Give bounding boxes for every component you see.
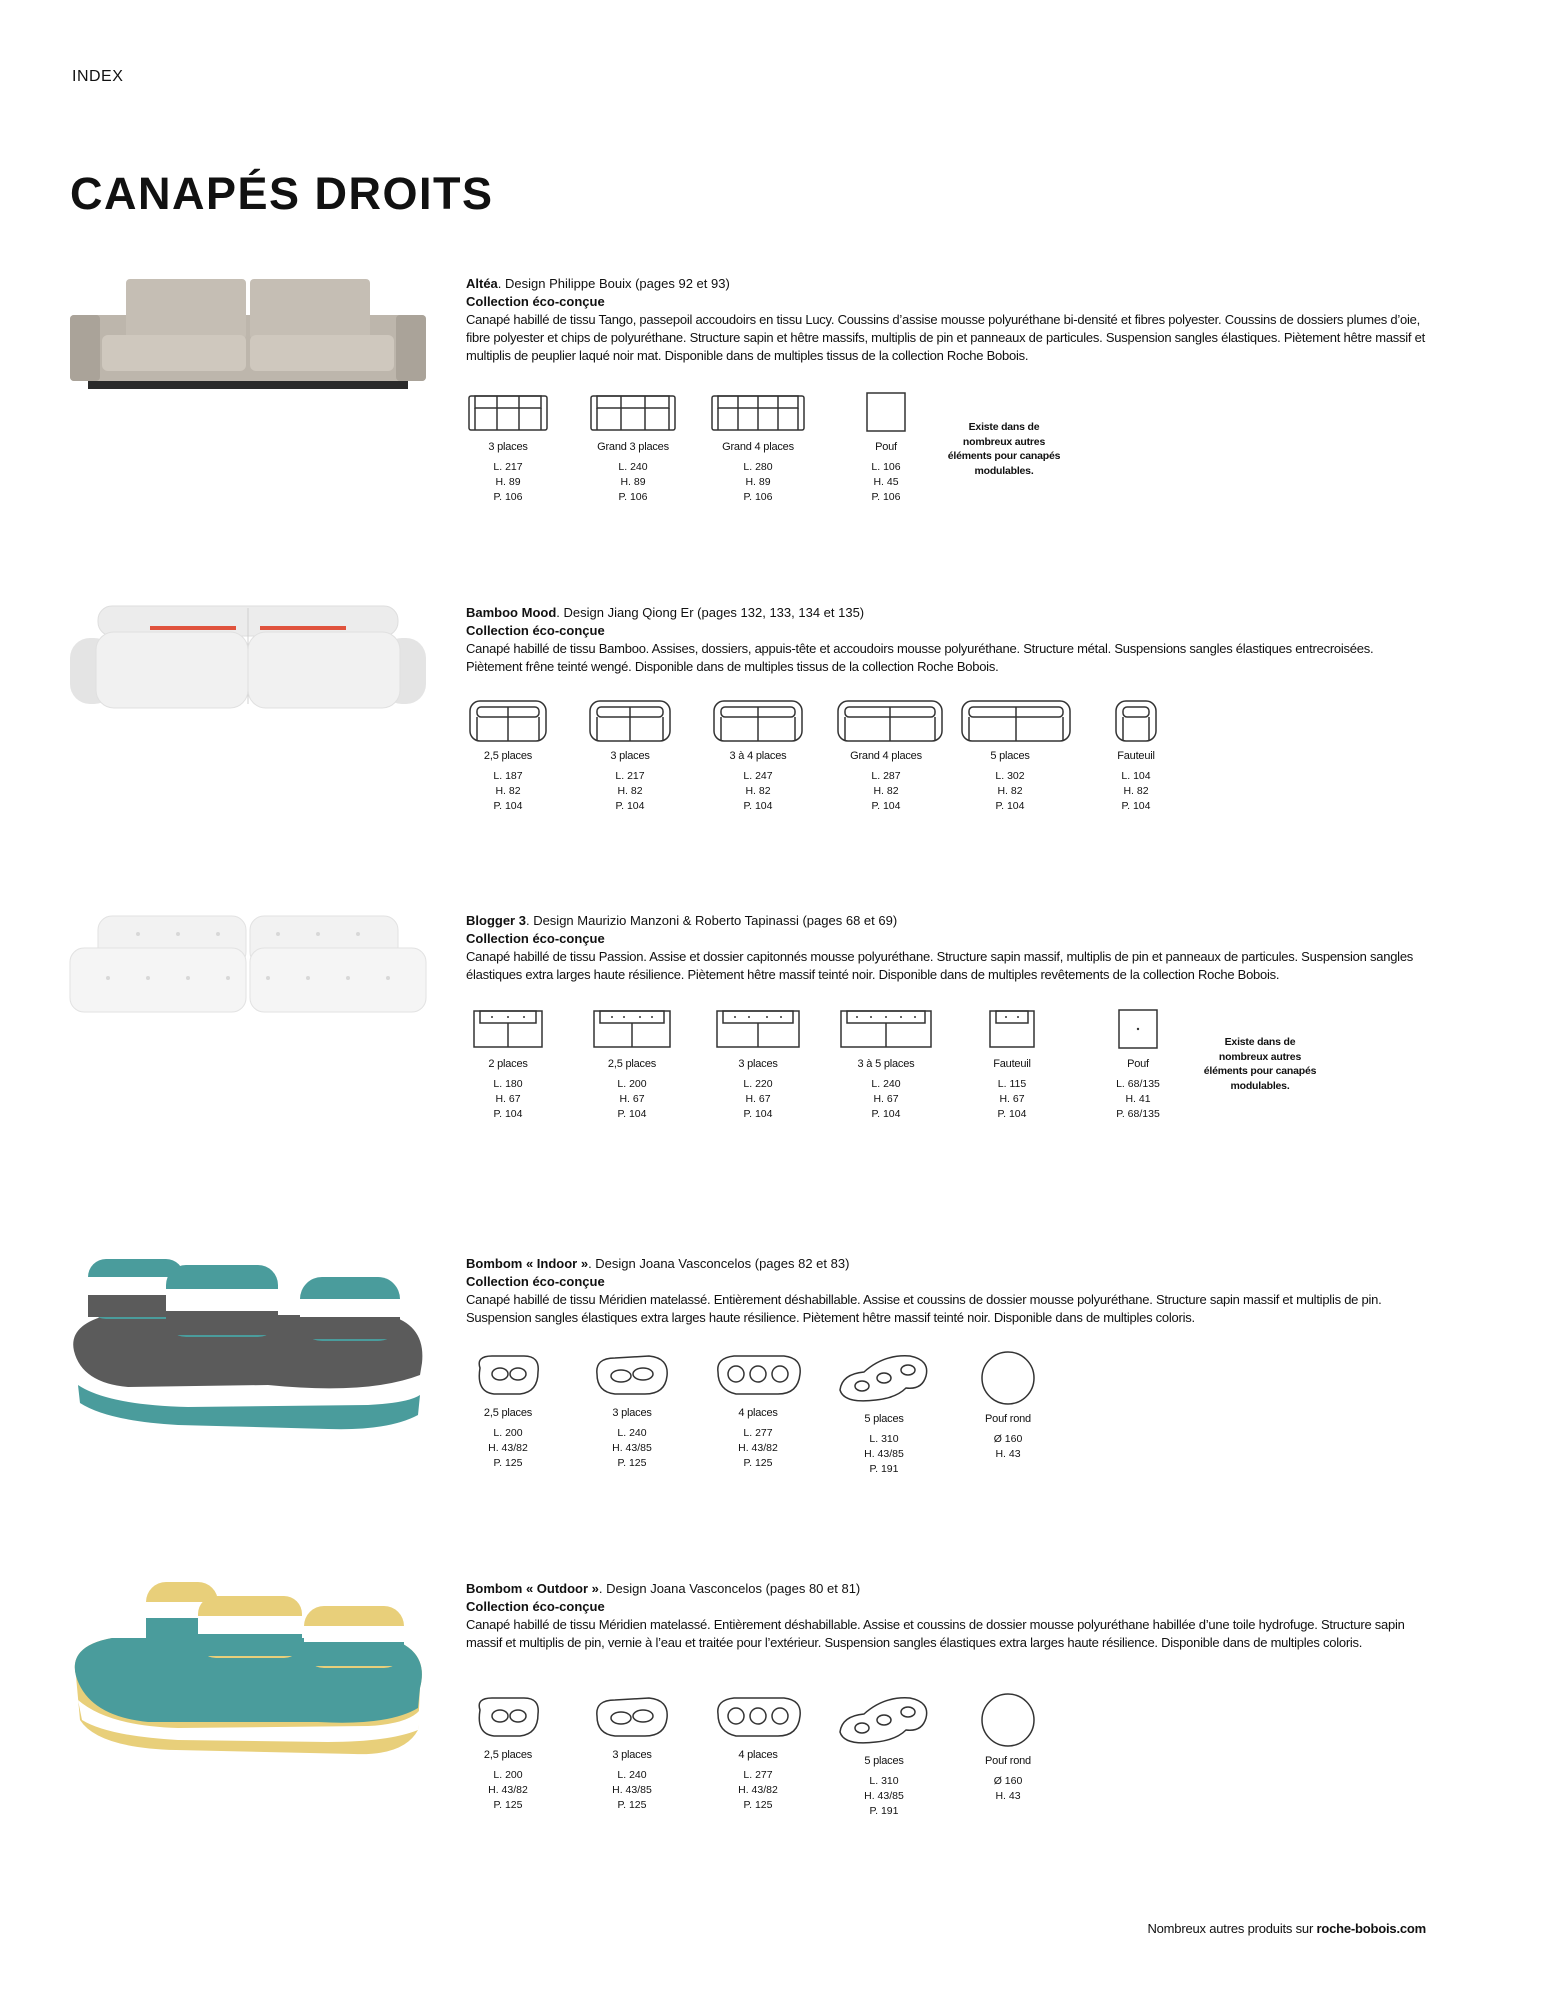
product-description: Canapé habillé de tissu Méridien matelassé. Entièrement déshabillable. Assise et coussins de dossier mousse polyuréthane. Structure sapin massif et multiplis de pin. Suspension sangles élastiques extra larges haute résilience. Piètement hêtre massif teinté noir. Disponible dans de multiples coloris. — [466, 1292, 1382, 1325]
variant-item: 4 places L. 277 H. 43/82 P. 125 — [708, 1692, 808, 1813]
sofa-2-5-places-icon — [468, 699, 548, 743]
sofa-2-5-places-icon — [472, 1350, 544, 1400]
variant-item: 4 places L. 277 H. 43/82 P. 125 — [708, 1350, 808, 1471]
product-photo-bombom-indoor — [68, 1255, 428, 1435]
page-title: CANAPÉS DROITS — [70, 168, 494, 219]
sofa-5-places-icon — [836, 1692, 932, 1748]
sofa-3-4-places-icon — [712, 699, 804, 743]
sofa-3-places-icon — [591, 1692, 673, 1742]
variant-item: 3 places L. 217 H. 82 P. 104 — [580, 699, 680, 814]
product-designer: . Design Philippe Bouix (pages 92 et 93) — [497, 276, 730, 291]
armchair-icon — [1114, 699, 1158, 743]
product-designer: . Design Joana Vasconcelos (pages 80 et 81) — [598, 1581, 861, 1596]
pouf-rond-icon — [978, 1692, 1038, 1748]
sofa-grand-3-places-icon — [589, 390, 677, 434]
sofa-4-places-icon — [712, 1350, 804, 1400]
armchair-icon — [988, 1007, 1036, 1051]
sofa-3-5-places-icon — [839, 1007, 933, 1051]
variant-item: Grand 4 places L. 280 H. 89 P. 106 — [708, 390, 808, 505]
footer-text: Nombreux autres produits sur — [1147, 1921, 1317, 1936]
sofa-2-5-places-icon — [592, 1007, 672, 1051]
modular-note: Existe dans de nombreux autres éléments pour canapés modulables. — [947, 421, 1061, 477]
product-description: Canapé habillé de tissu Méridien matelassé. Entièrement déshabillable. Assise et coussins de dossier mousse polyuréthane habillée d’une toile hydrofuge. Structure sapin massif et multiplis de pin, vernie à l’eau et traitée pour l’extérieur. Suspension sangles élastiques extra larges haute résilience. Disponible dans de multiples coloris. — [466, 1617, 1405, 1650]
variant-item: 2,5 places L. 200 H. 43/82 P. 125 — [458, 1350, 558, 1471]
modular-note: Existe dans de nombreux autres éléments pour canapés modulables. — [1203, 1036, 1317, 1092]
product-name: Blogger 3 — [466, 913, 526, 928]
sofa-3-places-icon — [715, 1007, 801, 1051]
variant-item: Grand 4 places L. 287 H. 82 P. 104 — [836, 699, 936, 814]
pouf-icon — [864, 390, 908, 434]
footer — [1147, 1921, 1426, 1936]
product-designer: . Design Jiang Qiong Er (pages 132, 133, 134 et 135) — [556, 605, 865, 620]
sofa-5-places-icon — [960, 699, 1072, 743]
variant-item: Pouf rond Ø 160 H. 43 — [958, 1692, 1058, 1819]
index-label: INDEX — [72, 68, 124, 85]
sofa-5-places-icon — [836, 1350, 932, 1406]
eco-label: Collection éco-conçue — [466, 1274, 605, 1289]
product-photo-blogger-3 — [68, 912, 428, 1022]
variant-item: Pouf L. 106 H. 45 P. 106 — [836, 390, 936, 505]
variant-item: 3 à 5 places L. 240 H. 67 P. 104 — [836, 1007, 936, 1122]
eco-label: Collection éco-conçue — [466, 931, 605, 946]
variant-item: 2,5 places L. 187 H. 82 P. 104 — [458, 699, 558, 814]
product-name: Bamboo Mood — [466, 605, 557, 620]
variant-item: Pouf L. 68/135 H. 41 P. 68/135 — [1088, 1007, 1188, 1122]
eco-label: Collection éco-conçue — [466, 1599, 605, 1614]
pouf-rond-icon — [978, 1350, 1038, 1406]
sofa-2-places-icon — [472, 1007, 544, 1051]
product-designer: . Design Joana Vasconcelos (pages 82 et 83) — [588, 1256, 850, 1271]
product-photo-bombom-outdoor — [68, 1580, 428, 1760]
product-description: Canapé habillé de tissu Bamboo. Assises, dossiers, appuis-tête et accoudoirs mousse polyuréthane. Structure métal. Suspensions sangles élastiques entrecroisées. Piètement frêne teinté wengé. Disponible dans de multiples tissus de la collection Roche Bobois. — [466, 641, 1374, 674]
variant-item: Grand 3 places L. 240 H. 89 P. 106 — [583, 390, 683, 505]
sofa-3-places-icon — [588, 699, 672, 743]
variant-item: Pouf rond Ø 160 H. 43 — [958, 1350, 1058, 1477]
website-link[interactable]: roche-bobois.com — [1316, 1921, 1426, 1936]
variant-item: Fauteuil L. 104 H. 82 P. 104 — [1086, 699, 1186, 814]
variant-item: 5 places L. 302 H. 82 P. 104 — [960, 699, 1060, 814]
variant-item: 5 places L. 310 H. 43/85 P. 191 — [834, 1692, 934, 1819]
sofa-2-5-places-icon — [472, 1692, 544, 1742]
product-photo-bamboo-mood — [68, 604, 428, 714]
product-photo-altea — [68, 275, 428, 395]
variant-item: Fauteuil L. 115 H. 67 P. 104 — [962, 1007, 1062, 1122]
product-name: Bombom « Indoor » — [466, 1256, 589, 1271]
product-designer: . Design Maurizio Manzoni & Roberto Tapinassi (pages 68 et 69) — [525, 913, 898, 928]
sofa-3-places-icon — [466, 390, 550, 434]
variant-item: 2 places L. 180 H. 67 P. 104 — [458, 1007, 558, 1122]
eco-label: Collection éco-conçue — [466, 623, 605, 638]
product-description: Canapé habillé de tissu Passion. Assise et dossier capitonnés mousse polyuréthane. Structure sapin massif, multiplis de pin et panneaux de particules. Suspension sangles élastiques extra larges haute résilience. Piètement hêtre massif teinté noir. Disponible dans de multiples revêtements de la collection Roche Bobois. — [466, 949, 1414, 982]
product-name: Bombom « Outdoor » — [466, 1581, 599, 1596]
sofa-grand-4-places-icon — [710, 390, 806, 434]
variant-item: 2,5 places L. 200 H. 43/82 P. 125 — [458, 1692, 558, 1813]
sofa-grand-4-places-icon — [836, 699, 944, 743]
product-description: Canapé habillé de tissu Tango, passepoil accoudoirs en tissu Lucy. Coussins d’assise mousse polyuréthane bi-densité et fibres polyester. Coussins de dossiers plumes d’oie, fibre polyester et chips de polyuréthane. Structure sapin et hêtre massifs, multiplis de pin et panneaux de particules. Suspension sangles élastiques. Piètement hêtre massif et multiplis de peuplier laqué noir mat. Disponible dans de multiples tissus de la collection Roche Bobois. — [466, 312, 1425, 363]
sofa-4-places-icon — [712, 1692, 804, 1742]
variant-item: 3 places L. 240 H. 43/85 P. 125 — [582, 1350, 682, 1471]
sofa-3-places-icon — [591, 1350, 673, 1400]
pouf-icon — [1116, 1007, 1160, 1051]
eco-label: Collection éco-conçue — [466, 294, 605, 309]
variant-item: 5 places L. 310 H. 43/85 P. 191 — [834, 1350, 934, 1477]
variant-item: 3 à 4 places L. 247 H. 82 P. 104 — [708, 699, 808, 814]
variant-item: 3 places L. 217 H. 89 P. 106 — [458, 390, 558, 505]
product-name: Altéa — [466, 276, 498, 291]
variant-item: 3 places L. 240 H. 43/85 P. 125 — [582, 1692, 682, 1813]
variant-item: 2,5 places L. 200 H. 67 P. 104 — [582, 1007, 682, 1122]
variant-item: 3 places L. 220 H. 67 P. 104 — [708, 1007, 808, 1122]
